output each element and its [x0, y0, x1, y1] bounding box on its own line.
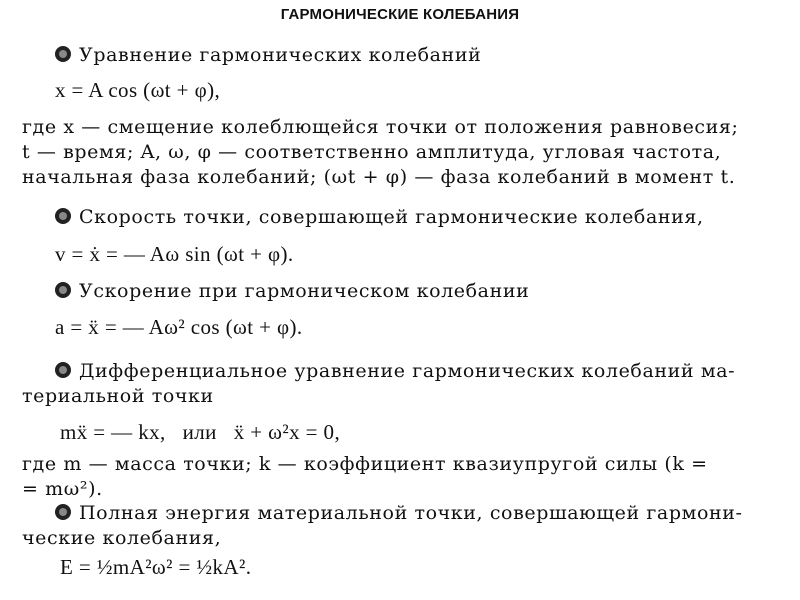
equation-velocity: v = ẋ = — Aω sin (ωt + φ).: [55, 242, 294, 266]
section-4-heading: Дифференциальное уравнение гармонических колебаний ма-: [55, 360, 735, 382]
bullet-icon: [55, 282, 71, 298]
equation-energy: E = ½mA²ω² = ½kA².: [60, 555, 252, 579]
equation-differential: mẍ = — kx, или ẍ + ω²x = 0,: [60, 420, 341, 444]
text-line: ческие колебания,: [22, 527, 222, 549]
text-line: = mω²).: [22, 478, 103, 500]
text-line: териальной точки: [22, 385, 214, 407]
equation-acceleration: a = ẍ = — Aω² cos (ωt + φ).: [55, 315, 303, 339]
bullet-icon: [55, 46, 71, 62]
text-line: t — время; A, ω, φ — соответственно амплитуда, угловая частота,: [22, 141, 722, 163]
page-title: ГАРМОНИЧЕСКИЕ КОЛЕБАНИЯ: [280, 6, 520, 23]
section-3-heading: Ускорение при гармоническом колебании: [55, 280, 529, 302]
equation-harmonic: x = A cos (ωt + φ),: [55, 78, 221, 102]
section-5-heading: Полная энергия материальной точки, совершающей гармони-: [55, 502, 743, 524]
bullet-icon: [55, 208, 71, 224]
text-line: где m — масса точки; k — коэффициент квазиупругой силы (k =: [22, 453, 708, 475]
section-2-heading: Скорость точки, совершающей гармонические колебания,: [55, 206, 704, 228]
bullet-icon: [55, 504, 71, 520]
bullet-icon: [55, 362, 71, 378]
text-line: начальная фаза колебаний; (ωt + φ) — фаза колебаний в момент t.: [22, 166, 736, 188]
section-1-heading: Уравнение гармонических колебаний: [55, 44, 481, 66]
text-line: где x — смещение колеблющейся точки от положения равновесия;: [22, 116, 739, 138]
